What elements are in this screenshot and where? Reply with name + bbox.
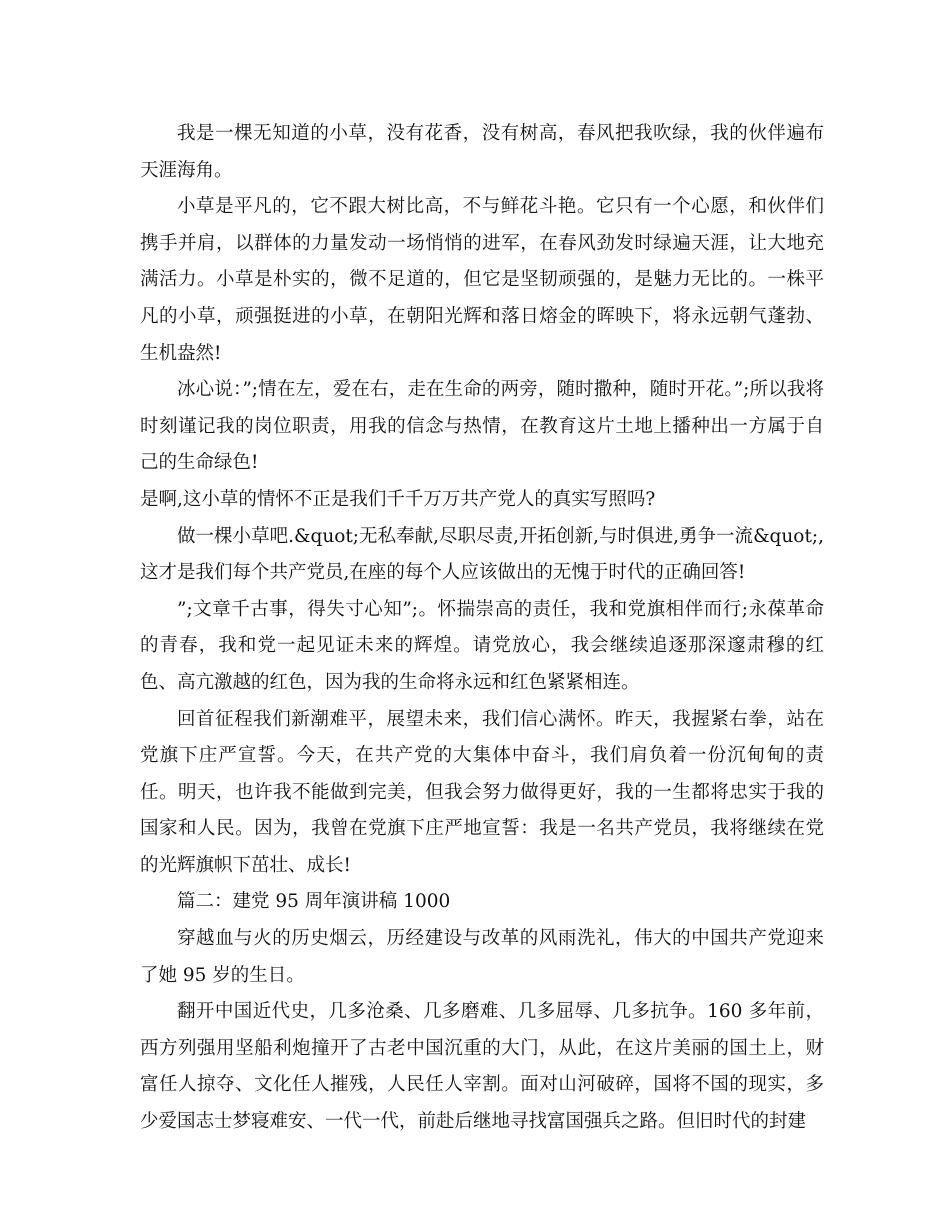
paragraph-6: ”;文章千古事，得失寸心知”;。怀揣崇高的责任，我和党旗相伴而行;永葆革命的青春，我和党一起见证未来的辉煌。请党放心，我会继续追逐那深邃肃穆的红色、高亢激越的红色，因为我的生命将永远和红色紧紧相连。: [140, 598, 824, 693]
paragraph-7: 回首征程我们新潮难平，展望未来，我们信心满怀。昨天，我握紧右拳，站在党旗下庄严宣誓。今天，在共产党的大集体中奋斗，我们肩负着一份沉甸甸的责任。明天，也许我不能做到完美，但我会努力做得更好，我的一生都将忠实于我的国家和人民。因为，我曾在党旗下庄严地宣誓：我是一名共产党员，我将继续在党的光辉旗帜下茁壮、成长!: [140, 708, 824, 876]
paragraph-9: 翻开中国近代史，几多沧桑、几多磨难、几多屈辱、几多抗争。160 多年前，西方列强用坚船利炮撞开了古老中国沉重的大门，从此，在这片美丽的国土上，财富任人掠夺、文化任人摧残，人民任人宰割。面对山河破碎，国将不国的现实，多少爱国志士梦寝难安、一代一代，前赴后继地寻找富国强兵之路。但旧时代的封建: [140, 1001, 824, 1133]
paragraph-2: 小草是平凡的，它不跟大树比高，不与鲜花斗艳。它只有一个心愿，和伙伴们携手并肩，以群体的力量发动一场悄悄的进军，在春风劲发时绿遍天涯，让大地充满活力。小草是朴实的，微不足道的，但它是坚韧顽强的，是魅力无比的。一株平凡的小草，顽强挺进的小草，在朝阳光辉和落日熔金的晖映下，将永远朝气蓬勃、生机盎然!: [140, 196, 824, 364]
document-body: [140, 116, 824, 1141]
paragraph-5: 做一棵小草吧.&quot;无私奉献,尽职尽责,开拓创新,与时俱进,勇争一流&quot;,这才是我们每个共产党员,在座的每个人应该做出的无愧于时代的正确回答!: [140, 525, 824, 584]
section-heading: 篇二：建党 95 周年演讲稿 1000: [177, 891, 451, 913]
paragraph-1: 我是一棵无知道的小草，没有花香，没有树高，春风把我吹绿，我的伙伴遍布天涯海角。: [140, 123, 824, 181]
paragraph-8: 穿越血与火的历史烟云，历经建设与改革的风雨洗礼，伟大的中国共产党迎来了她 95 岁的生日。: [140, 928, 824, 986]
paragraph-4: 是啊,这小草的情怀不正是我们千千万万共产党人的真实写照吗?: [140, 488, 656, 510]
paragraph-3: 冰心说：”;情在左，爱在右，走在生命的两旁，随时撒种，随时开花。”;所以我将时刻谨记我的岗位职责，用我的信念与热情，在教育这片土地上播种出一方属于自己的生命绿色!: [140, 379, 824, 474]
